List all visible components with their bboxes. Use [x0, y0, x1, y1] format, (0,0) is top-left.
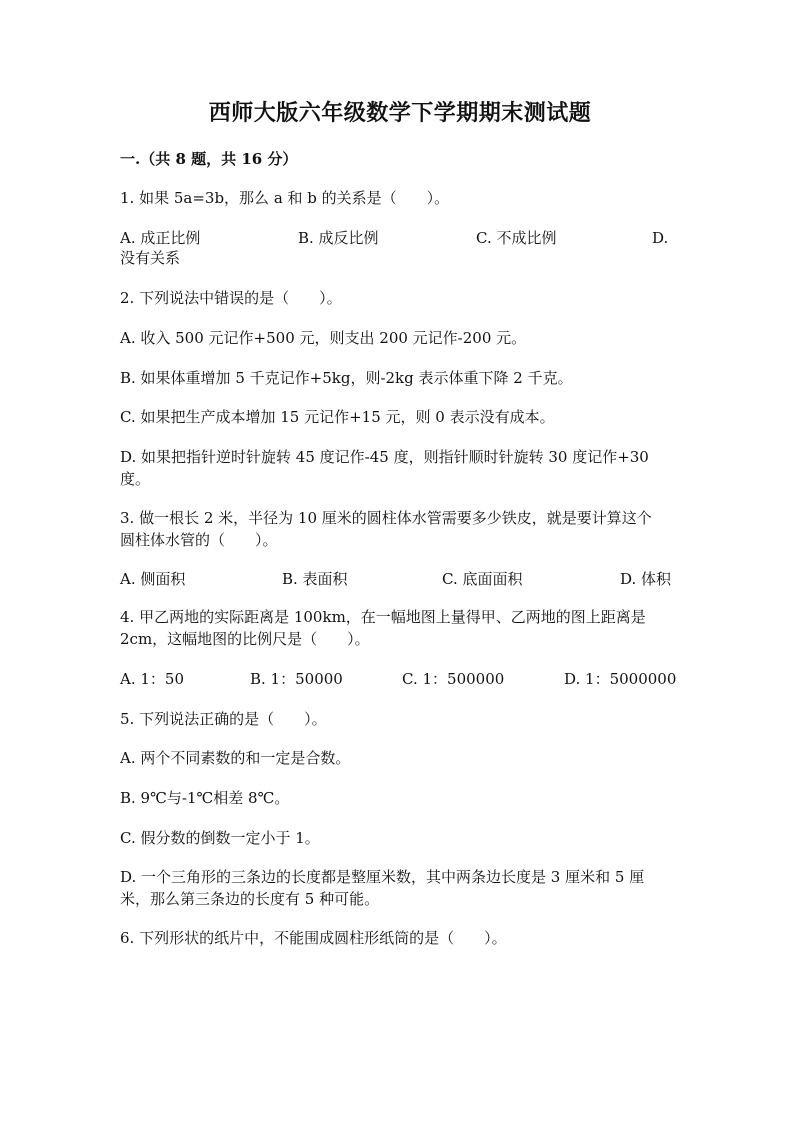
question-5-option-b: B. 9℃与-1℃相差 8℃。 [120, 789, 290, 807]
section-heading: 一.（共 8 题，共 16 分） [120, 150, 298, 168]
question-2-option-c: C. 如果把生产成本增加 15 元记作+15 元，则 0 表示没有成本。 [120, 408, 555, 426]
question-4-option-c: C. 1：500000 [402, 670, 505, 688]
question-5-stem: 5. 下列说法正确的是（ ）。 [120, 710, 327, 728]
question-2-option-d-line1: D. 如果把指针逆时针旋转 45 度记作-45 度，则指针顺时针旋转 30 度记作+30 [120, 448, 649, 466]
question-2-option-a: A. 收入 500 元记作+500 元，则支出 200 元记作-200 元。 [120, 329, 527, 347]
page-title: 西师大版六年级数学下学期期末测试题 [208, 100, 592, 126]
question-1-option-d-text: 没有关系 [120, 249, 181, 267]
question-1-option-d-label: D. [652, 229, 669, 247]
question-5-option-d-line2: 米，那么第三条边的长度有 5 种可能。 [120, 890, 380, 908]
question-2-stem: 2. 下列说法中错误的是（ ）。 [120, 289, 342, 307]
question-3-option-b: B. 表面积 [282, 570, 348, 588]
question-3-option-a: A. 侧面积 [120, 570, 186, 588]
question-4-option-d: D. 1：5000000 [564, 670, 677, 688]
question-2-option-b: B. 如果体重增加 5 千克记作+5kg，则-2kg 表示体重下降 2 千克。 [120, 369, 573, 387]
question-1-option-a: A. 成正比例 [120, 229, 201, 247]
question-3-stem-line2: 圆柱体水管的（ ）。 [120, 531, 278, 549]
question-3-stem-line1: 3. 做一根长 2 米，半径为 10 厘米的圆柱体水管需要多少铁皮，就是要计算这个 [120, 509, 652, 527]
question-1-option-c: C. 不成比例 [476, 229, 557, 247]
question-4-option-b: B. 1：50000 [250, 670, 343, 688]
question-4-option-a: A. 1：50 [120, 670, 184, 688]
question-4-stem-line1: 4. 甲乙两地的实际距离是 100km，在一幅地图上量得甲、乙两地的图上距离是 [120, 608, 646, 626]
question-3-option-c: C. 底面面积 [442, 570, 523, 588]
question-1-stem: 1. 如果 5a=3b，那么 a 和 b 的关系是（ ）。 [120, 189, 450, 207]
question-6-stem: 6. 下列形状的纸片中，不能围成圆柱形纸筒的是（ ）。 [120, 929, 507, 947]
question-5-option-c: C. 假分数的倒数一定小于 1。 [120, 829, 320, 847]
question-3-option-d: D. 体积 [620, 570, 672, 588]
question-5-option-a: A. 两个不同素数的和一定是合数。 [120, 749, 351, 767]
question-5-option-d-line1: D. 一个三角形的三条边的长度都是整厘米数，其中两条边长度是 3 厘米和 5 厘 [120, 868, 645, 886]
question-1-option-b: B. 成反比例 [298, 229, 379, 247]
question-4-stem-line2: 2cm，这幅地图的比例尺是（ ）。 [120, 630, 370, 648]
question-2-option-d-line2: 度。 [120, 470, 151, 488]
